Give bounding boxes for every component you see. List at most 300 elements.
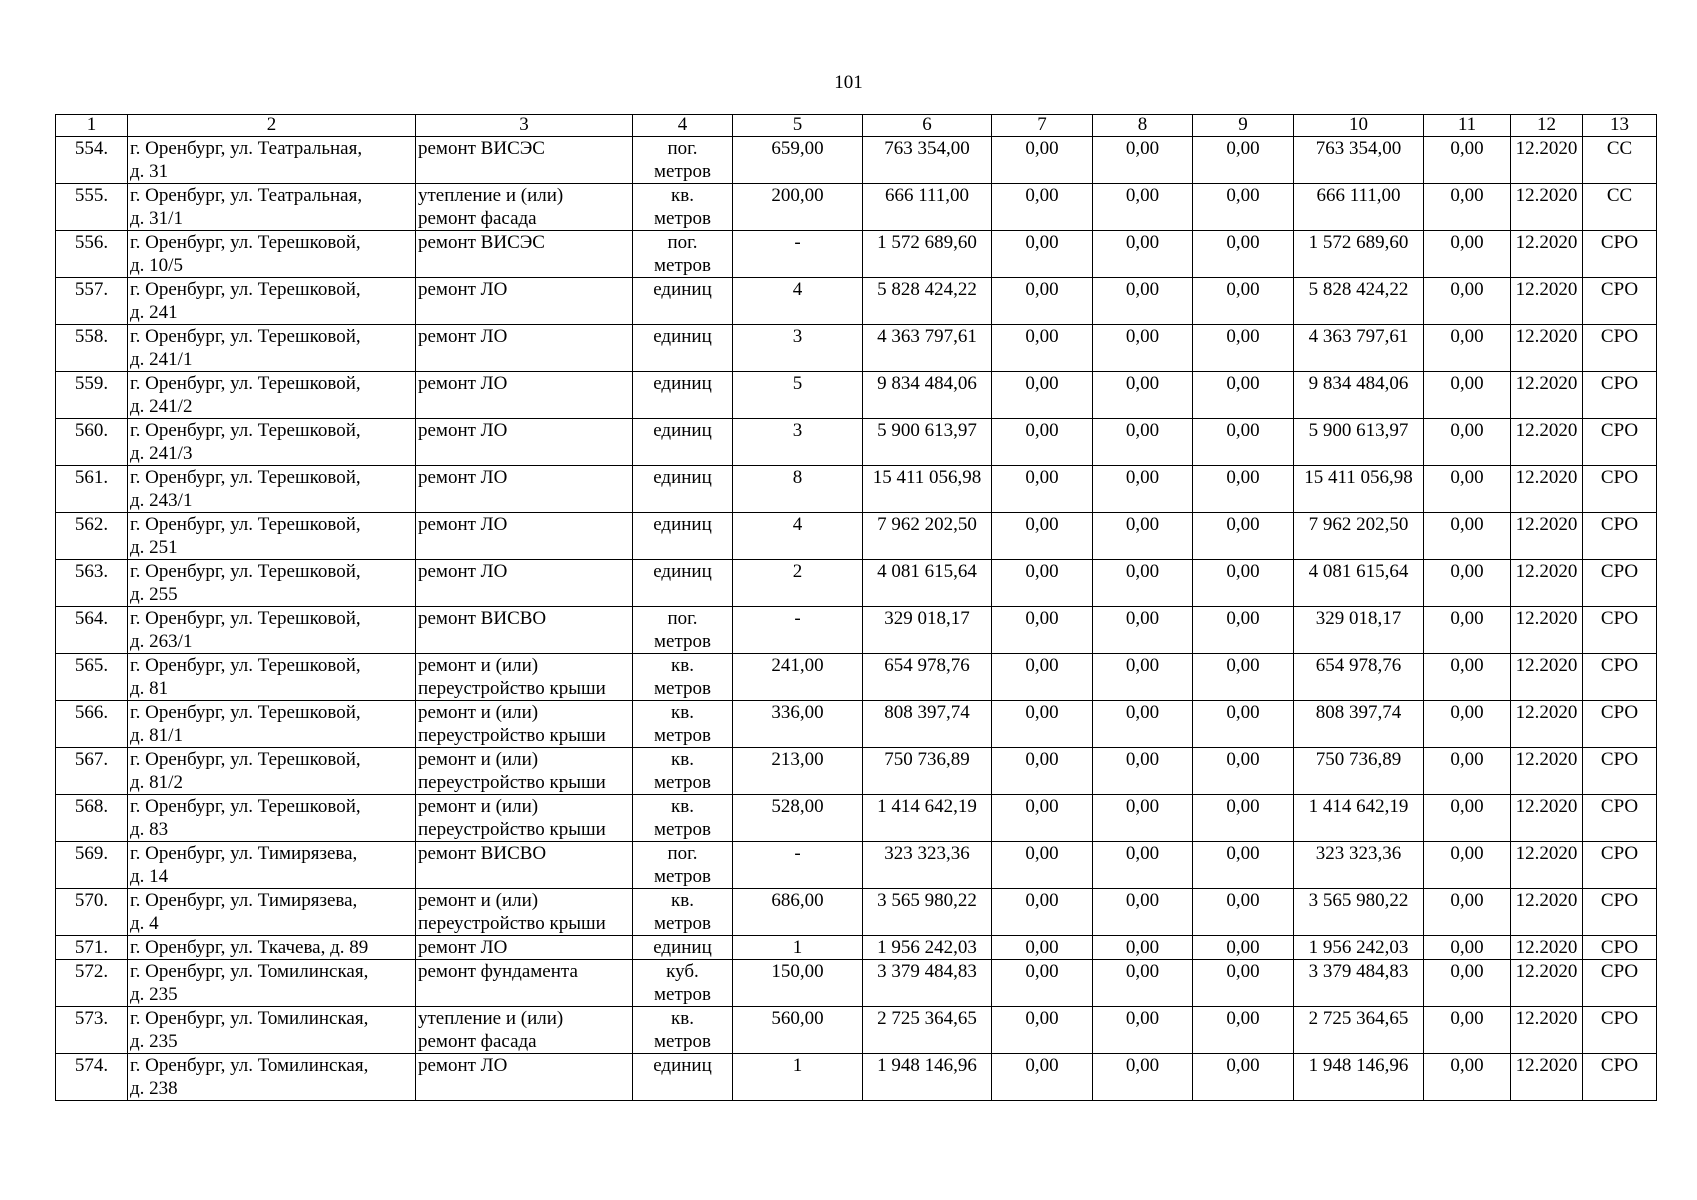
cell-line: ремонт ЛО	[418, 514, 508, 535]
value-cell-c12: 12.2020	[1511, 372, 1583, 419]
value-cell-c6: 666 111,00	[863, 184, 992, 231]
work-type-cell	[416, 960, 633, 1007]
cell-line: единиц	[653, 1055, 712, 1076]
value-cell-c6: 5 900 613,97	[863, 419, 992, 466]
work-type-cell	[416, 466, 633, 513]
value-cell-c10: 7 962 202,50	[1294, 513, 1424, 560]
category-cell: СС	[1583, 137, 1657, 184]
address-cell	[128, 701, 416, 748]
category-cell: СРО	[1583, 231, 1657, 278]
cell-line: кв.	[671, 702, 694, 723]
column-header: 5	[733, 115, 863, 137]
value-cell-c11: 0,00	[1424, 842, 1511, 889]
category-cell: СРО	[1583, 466, 1657, 513]
cell-line: г. Оренбург, ул. Томилинская,	[130, 1008, 369, 1029]
cell-line: куб.	[666, 961, 699, 982]
cell-line: кв.	[671, 890, 694, 911]
value-cell-c7: 0,00	[992, 701, 1093, 748]
value-cell-c7: 0,00	[992, 372, 1093, 419]
cell-line: г. Оренбург, ул. Театральная,	[130, 185, 363, 206]
cell-line: ремонт ЛО	[418, 937, 508, 958]
value-cell-c8: 0,00	[1093, 936, 1193, 960]
category-cell: СРО	[1583, 748, 1657, 795]
unit-cell	[633, 372, 733, 419]
value-cell-c12: 12.2020	[1511, 795, 1583, 842]
cell-line: кв.	[671, 185, 694, 206]
address-cell	[128, 607, 416, 654]
value-cell-c5: 213,00	[733, 748, 863, 795]
value-cell-c8: 0,00	[1093, 372, 1193, 419]
value-cell-c9: 0,00	[1193, 184, 1294, 231]
value-cell-c7: 0,00	[992, 560, 1093, 607]
header-row	[56, 115, 1657, 137]
value-cell-c9: 0,00	[1193, 278, 1294, 325]
value-cell-c5: 8	[733, 466, 863, 513]
value-cell-c10: 9 834 484,06	[1294, 372, 1424, 419]
cell-line: д. 4	[130, 913, 159, 934]
cell-line: г. Оренбург, ул. Терешковой,	[130, 655, 361, 676]
cell-line: д. 251	[130, 537, 178, 558]
table-row	[56, 137, 1657, 184]
value-cell-c11: 0,00	[1424, 513, 1511, 560]
value-cell-c8: 0,00	[1093, 137, 1193, 184]
work-type-cell	[416, 654, 633, 701]
value-cell-c6: 750 736,89	[863, 748, 992, 795]
value-cell-c11: 0,00	[1424, 278, 1511, 325]
cell-line: утепление и (или)	[418, 185, 564, 206]
cell-line: ремонт ЛО	[418, 1055, 508, 1076]
cell-line: ремонт ЛО	[418, 373, 508, 394]
cell-line: д. 10/5	[130, 255, 183, 276]
cell-line: д. 255	[130, 584, 178, 605]
row-number-cell: 566.	[56, 701, 128, 748]
work-type-cell	[416, 842, 633, 889]
value-cell-c7: 0,00	[992, 960, 1093, 1007]
row-number-cell: 560.	[56, 419, 128, 466]
unit-cell	[633, 960, 733, 1007]
work-type-cell	[416, 1054, 633, 1101]
value-cell-c6: 4 363 797,61	[863, 325, 992, 372]
value-cell-c8: 0,00	[1093, 466, 1193, 513]
cell-line: д. 14	[130, 866, 169, 887]
value-cell-c10: 1 414 642,19	[1294, 795, 1424, 842]
value-cell-c9: 0,00	[1193, 1054, 1294, 1101]
value-cell-c6: 5 828 424,22	[863, 278, 992, 325]
row-number-cell: 568.	[56, 795, 128, 842]
value-cell-c11: 0,00	[1424, 889, 1511, 936]
value-cell-c9: 0,00	[1193, 842, 1294, 889]
cell-line: г. Оренбург, ул. Терешковой,	[130, 420, 361, 441]
value-cell-c8: 0,00	[1093, 1054, 1193, 1101]
work-type-cell	[416, 137, 633, 184]
value-cell-c8: 0,00	[1093, 701, 1193, 748]
row-number-cell: 574.	[56, 1054, 128, 1101]
cell-line: переустройство крыши	[418, 913, 606, 934]
table-row	[56, 372, 1657, 419]
value-cell-c9: 0,00	[1193, 513, 1294, 560]
value-cell-c11: 0,00	[1424, 1007, 1511, 1054]
value-cell-c12: 12.2020	[1511, 184, 1583, 231]
cell-line: г. Оренбург, ул. Тимирязева,	[130, 843, 358, 864]
value-cell-c7: 0,00	[992, 513, 1093, 560]
value-cell-c6: 763 354,00	[863, 137, 992, 184]
work-type-cell	[416, 936, 633, 960]
value-cell-c10: 1 956 242,03	[1294, 936, 1424, 960]
value-cell-c10: 5 828 424,22	[1294, 278, 1424, 325]
value-cell-c10: 3 565 980,22	[1294, 889, 1424, 936]
cell-line: пог.	[667, 608, 698, 629]
value-cell-c7: 0,00	[992, 654, 1093, 701]
value-cell-c5: 336,00	[733, 701, 863, 748]
value-cell-c12: 12.2020	[1511, 1007, 1583, 1054]
value-cell-c6: 1 572 689,60	[863, 231, 992, 278]
value-cell-c9: 0,00	[1193, 325, 1294, 372]
column-header: 6	[863, 115, 992, 137]
value-cell-c8: 0,00	[1093, 889, 1193, 936]
cell-line: метров	[654, 631, 711, 652]
cell-line: кв.	[671, 655, 694, 676]
table-row	[56, 278, 1657, 325]
cell-line: д. 81/2	[130, 772, 183, 793]
unit-cell	[633, 654, 733, 701]
cell-line: г. Оренбург, ул. Театральная,	[130, 138, 363, 159]
cell-line: ремонт ЛО	[418, 561, 508, 582]
cell-line: д. 243/1	[130, 490, 193, 511]
value-cell-c5: -	[733, 607, 863, 654]
value-cell-c9: 0,00	[1193, 1007, 1294, 1054]
unit-cell	[633, 137, 733, 184]
value-cell-c6: 2 725 364,65	[863, 1007, 992, 1054]
unit-cell	[633, 278, 733, 325]
category-cell: СРО	[1583, 795, 1657, 842]
value-cell-c12: 12.2020	[1511, 701, 1583, 748]
cell-line: единиц	[653, 420, 712, 441]
value-cell-c6: 9 834 484,06	[863, 372, 992, 419]
cell-line: ремонт и (или)	[418, 796, 539, 817]
value-cell-c10: 1 572 689,60	[1294, 231, 1424, 278]
work-type-cell	[416, 231, 633, 278]
value-cell-c7: 0,00	[992, 231, 1093, 278]
value-cell-c11: 0,00	[1424, 936, 1511, 960]
value-cell-c9: 0,00	[1193, 466, 1294, 513]
value-cell-c11: 0,00	[1424, 748, 1511, 795]
cell-line: переустройство крыши	[418, 725, 606, 746]
cell-line: метров	[654, 678, 711, 699]
address-cell	[128, 560, 416, 607]
address-cell	[128, 184, 416, 231]
cell-line: ремонт фасада	[418, 1031, 537, 1052]
value-cell-c11: 0,00	[1424, 960, 1511, 1007]
value-cell-c7: 0,00	[992, 325, 1093, 372]
value-cell-c5: 686,00	[733, 889, 863, 936]
cell-line: переустройство крыши	[418, 678, 606, 699]
category-cell: СРО	[1583, 936, 1657, 960]
cell-line: ремонт ЛО	[418, 279, 508, 300]
value-cell-c8: 0,00	[1093, 607, 1193, 654]
value-cell-c6: 654 978,76	[863, 654, 992, 701]
value-cell-c11: 0,00	[1424, 137, 1511, 184]
value-cell-c9: 0,00	[1193, 960, 1294, 1007]
value-cell-c9: 0,00	[1193, 560, 1294, 607]
cell-line: г. Оренбург, ул. Томилинская,	[130, 1055, 369, 1076]
cell-line: единиц	[653, 514, 712, 535]
cell-line: единиц	[653, 373, 712, 394]
table-row	[56, 1007, 1657, 1054]
cell-line: д. 241/3	[130, 443, 193, 464]
table-row	[56, 325, 1657, 372]
value-cell-c11: 0,00	[1424, 466, 1511, 513]
cell-line: г. Оренбург, ул. Терешковой,	[130, 373, 361, 394]
value-cell-c8: 0,00	[1093, 748, 1193, 795]
value-cell-c9: 0,00	[1193, 748, 1294, 795]
value-cell-c7: 0,00	[992, 184, 1093, 231]
cell-line: ремонт и (или)	[418, 702, 539, 723]
column-header: 13	[1583, 115, 1657, 137]
table-row	[56, 889, 1657, 936]
table-row	[56, 1054, 1657, 1101]
table-row	[56, 701, 1657, 748]
cell-line: пог.	[667, 232, 698, 253]
cell-line: д. 235	[130, 1031, 178, 1052]
address-cell	[128, 960, 416, 1007]
value-cell-c8: 0,00	[1093, 325, 1193, 372]
value-cell-c5: -	[733, 842, 863, 889]
value-cell-c8: 0,00	[1093, 795, 1193, 842]
address-cell	[128, 372, 416, 419]
value-cell-c10: 750 736,89	[1294, 748, 1424, 795]
cell-line: д. 241	[130, 302, 178, 323]
cell-line: единиц	[653, 279, 712, 300]
value-cell-c5: 5	[733, 372, 863, 419]
value-cell-c7: 0,00	[992, 278, 1093, 325]
cell-line: д. 31	[130, 161, 169, 182]
category-cell: СРО	[1583, 654, 1657, 701]
value-cell-c10: 5 900 613,97	[1294, 419, 1424, 466]
cell-line: ремонт фасада	[418, 208, 537, 229]
table-row	[56, 560, 1657, 607]
unit-cell	[633, 513, 733, 560]
value-cell-c8: 0,00	[1093, 231, 1193, 278]
cell-line: д. 31/1	[130, 208, 183, 229]
category-cell: СРО	[1583, 325, 1657, 372]
cell-line: метров	[654, 161, 711, 182]
row-number-cell: 573.	[56, 1007, 128, 1054]
value-cell-c12: 12.2020	[1511, 654, 1583, 701]
value-cell-c12: 12.2020	[1511, 466, 1583, 513]
cell-line: единиц	[653, 467, 712, 488]
value-cell-c12: 12.2020	[1511, 936, 1583, 960]
registry-table	[55, 114, 1657, 1101]
cell-line: ремонт ЛО	[418, 420, 508, 441]
row-number-cell: 567.	[56, 748, 128, 795]
category-cell: СРО	[1583, 1054, 1657, 1101]
table-row	[56, 654, 1657, 701]
value-cell-c12: 12.2020	[1511, 748, 1583, 795]
value-cell-c6: 4 081 615,64	[863, 560, 992, 607]
cell-line: г. Оренбург, ул. Терешковой,	[130, 279, 361, 300]
value-cell-c12: 12.2020	[1511, 513, 1583, 560]
value-cell-c6: 3 379 484,83	[863, 960, 992, 1007]
unit-cell	[633, 842, 733, 889]
value-cell-c5: 4	[733, 278, 863, 325]
value-cell-c9: 0,00	[1193, 419, 1294, 466]
value-cell-c7: 0,00	[992, 1007, 1093, 1054]
address-cell	[128, 513, 416, 560]
cell-line: метров	[654, 866, 711, 887]
unit-cell	[633, 466, 733, 513]
category-cell: СС	[1583, 184, 1657, 231]
value-cell-c5: 4	[733, 513, 863, 560]
value-cell-c11: 0,00	[1424, 419, 1511, 466]
address-cell	[128, 748, 416, 795]
cell-line: ремонт и (или)	[418, 749, 539, 770]
row-number-cell: 558.	[56, 325, 128, 372]
value-cell-c9: 0,00	[1193, 607, 1294, 654]
cell-line: единиц	[653, 937, 712, 958]
table-row	[56, 607, 1657, 654]
address-cell	[128, 137, 416, 184]
cell-line: кв.	[671, 749, 694, 770]
cell-line: г. Оренбург, ул. Терешковой,	[130, 326, 361, 347]
value-cell-c9: 0,00	[1193, 889, 1294, 936]
row-number-cell: 569.	[56, 842, 128, 889]
column-header: 10	[1294, 115, 1424, 137]
unit-cell	[633, 325, 733, 372]
unit-cell	[633, 1007, 733, 1054]
cell-line: ремонт и (или)	[418, 655, 539, 676]
category-cell: СРО	[1583, 842, 1657, 889]
value-cell-c10: 329 018,17	[1294, 607, 1424, 654]
row-number-cell: 570.	[56, 889, 128, 936]
address-cell	[128, 1007, 416, 1054]
value-cell-c5: 3	[733, 325, 863, 372]
work-type-cell	[416, 419, 633, 466]
value-cell-c10: 808 397,74	[1294, 701, 1424, 748]
cell-line: метров	[654, 984, 711, 1005]
cell-line: д. 263/1	[130, 631, 193, 652]
row-number-cell: 561.	[56, 466, 128, 513]
cell-line: метров	[654, 772, 711, 793]
cell-line: ремонт ЛО	[418, 467, 508, 488]
value-cell-c10: 323 323,36	[1294, 842, 1424, 889]
value-cell-c12: 12.2020	[1511, 1054, 1583, 1101]
value-cell-c5: 3	[733, 419, 863, 466]
category-cell: СРО	[1583, 889, 1657, 936]
value-cell-c12: 12.2020	[1511, 137, 1583, 184]
cell-line: г. Оренбург, ул. Терешковой,	[130, 467, 361, 488]
unit-cell	[633, 184, 733, 231]
value-cell-c5: 150,00	[733, 960, 863, 1007]
value-cell-c9: 0,00	[1193, 372, 1294, 419]
value-cell-c11: 0,00	[1424, 607, 1511, 654]
value-cell-c6: 808 397,74	[863, 701, 992, 748]
address-cell	[128, 889, 416, 936]
value-cell-c10: 763 354,00	[1294, 137, 1424, 184]
cell-line: кв.	[671, 796, 694, 817]
value-cell-c11: 0,00	[1424, 231, 1511, 278]
value-cell-c6: 329 018,17	[863, 607, 992, 654]
cell-line: г. Оренбург, ул. Терешковой,	[130, 561, 361, 582]
table-row	[56, 513, 1657, 560]
cell-line: ремонт ВИСВО	[418, 608, 547, 629]
value-cell-c9: 0,00	[1193, 231, 1294, 278]
column-header: 1	[56, 115, 128, 137]
value-cell-c11: 0,00	[1424, 372, 1511, 419]
row-number-cell: 564.	[56, 607, 128, 654]
row-number-cell: 565.	[56, 654, 128, 701]
cell-line: г. Оренбург, ул. Терешковой,	[130, 232, 361, 253]
column-header: 11	[1424, 115, 1511, 137]
value-cell-c6: 15 411 056,98	[863, 466, 992, 513]
cell-line: г. Оренбург, ул. Терешковой,	[130, 796, 361, 817]
work-type-cell	[416, 607, 633, 654]
value-cell-c5: 659,00	[733, 137, 863, 184]
value-cell-c6: 7 962 202,50	[863, 513, 992, 560]
value-cell-c12: 12.2020	[1511, 231, 1583, 278]
category-cell: СРО	[1583, 1007, 1657, 1054]
cell-line: метров	[654, 725, 711, 746]
value-cell-c12: 12.2020	[1511, 842, 1583, 889]
value-cell-c8: 0,00	[1093, 960, 1193, 1007]
table-row	[56, 184, 1657, 231]
value-cell-c10: 654 978,76	[1294, 654, 1424, 701]
row-number-cell: 556.	[56, 231, 128, 278]
unit-cell	[633, 419, 733, 466]
row-number-cell: 559.	[56, 372, 128, 419]
table-row	[56, 748, 1657, 795]
address-cell	[128, 325, 416, 372]
address-cell	[128, 654, 416, 701]
work-type-cell	[416, 372, 633, 419]
cell-line: г. Оренбург, ул. Ткачева, д. 89	[130, 937, 369, 958]
value-cell-c11: 0,00	[1424, 654, 1511, 701]
table-row	[56, 419, 1657, 466]
value-cell-c5: 2	[733, 560, 863, 607]
cell-line: метров	[654, 255, 711, 276]
cell-line: пог.	[667, 843, 698, 864]
cell-line: д. 238	[130, 1078, 178, 1099]
value-cell-c8: 0,00	[1093, 419, 1193, 466]
value-cell-c8: 0,00	[1093, 560, 1193, 607]
category-cell: СРО	[1583, 372, 1657, 419]
value-cell-c9: 0,00	[1193, 654, 1294, 701]
row-number-cell: 563.	[56, 560, 128, 607]
value-cell-c12: 12.2020	[1511, 325, 1583, 372]
address-cell	[128, 795, 416, 842]
cell-line: ремонт и (или)	[418, 890, 539, 911]
cell-line: метров	[654, 819, 711, 840]
cell-line: переустройство крыши	[418, 819, 606, 840]
value-cell-c5: 1	[733, 936, 863, 960]
value-cell-c8: 0,00	[1093, 1007, 1193, 1054]
column-header: 7	[992, 115, 1093, 137]
column-header: 4	[633, 115, 733, 137]
value-cell-c7: 0,00	[992, 607, 1093, 654]
cell-line: пог.	[667, 138, 698, 159]
cell-line: кв.	[671, 1008, 694, 1029]
value-cell-c12: 12.2020	[1511, 419, 1583, 466]
unit-cell	[633, 560, 733, 607]
row-number-cell: 555.	[56, 184, 128, 231]
value-cell-c7: 0,00	[992, 137, 1093, 184]
address-cell	[128, 419, 416, 466]
value-cell-c5: 528,00	[733, 795, 863, 842]
value-cell-c9: 0,00	[1193, 701, 1294, 748]
value-cell-c7: 0,00	[992, 889, 1093, 936]
cell-line: д. 235	[130, 984, 178, 1005]
work-type-cell	[416, 1007, 633, 1054]
value-cell-c6: 3 565 980,22	[863, 889, 992, 936]
